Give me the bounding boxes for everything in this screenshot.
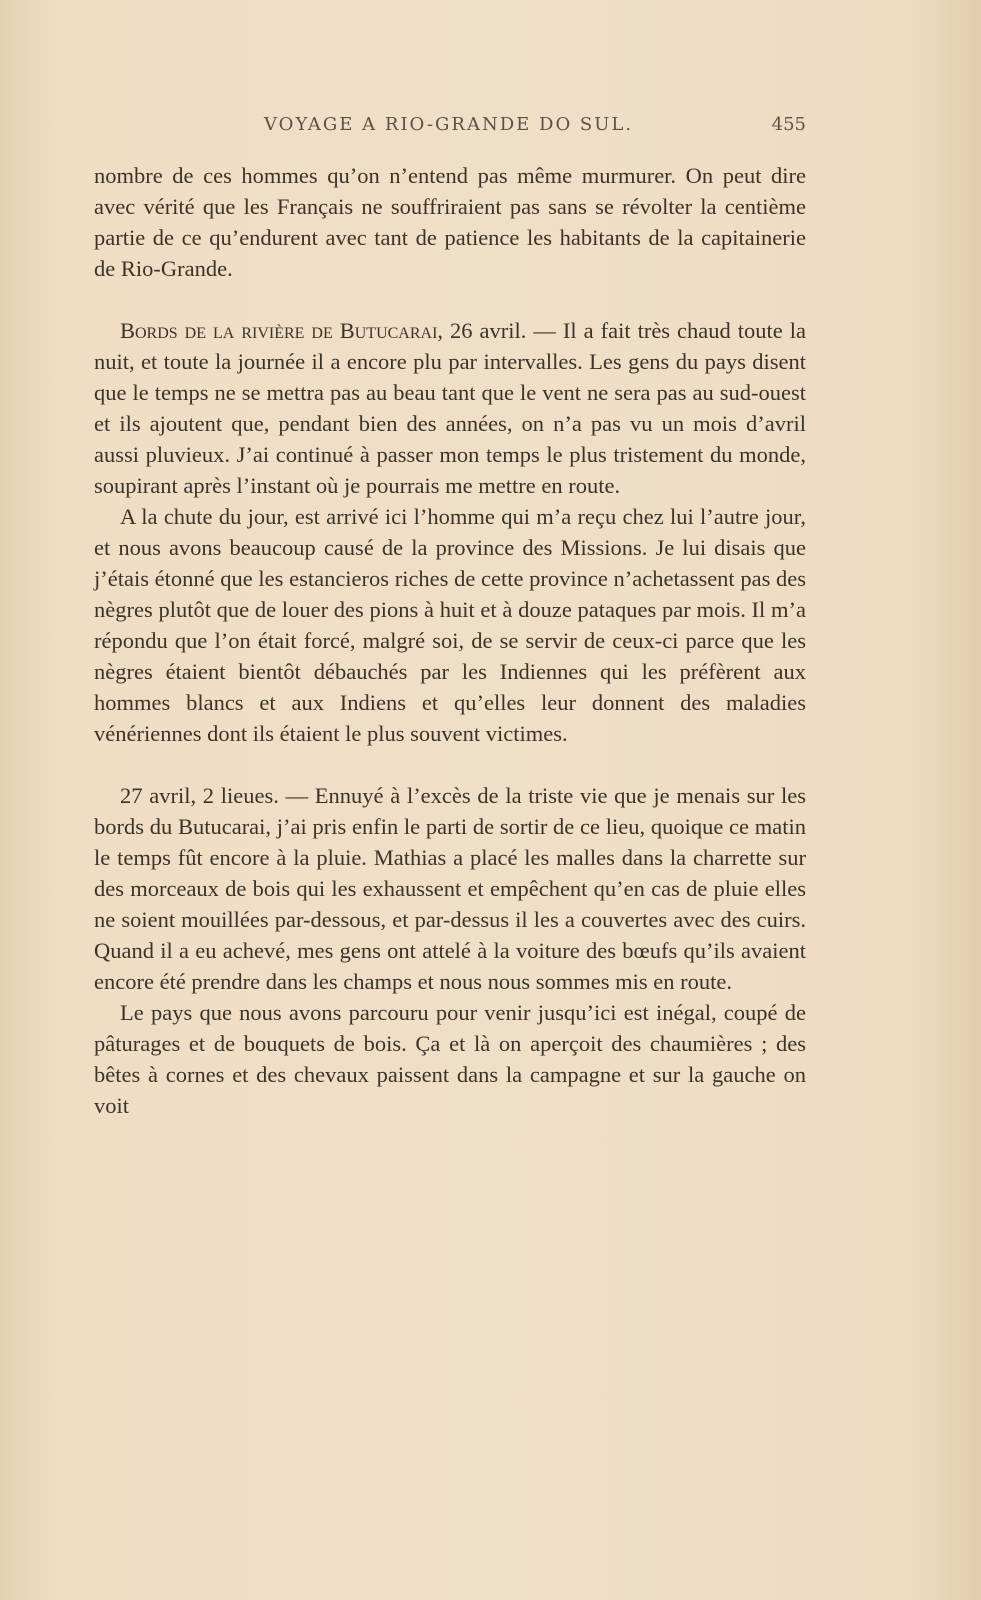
paragraph-continuation: nombre de ces hommes qu’on n’entend pas même murmurer. On peut dire avec vérité que les Français ne souffriraient pas sans se révolter la centième partie de ce qu’endurent avec tant de patience les habitants de la capitainerie de Rio-Grande. [94, 163, 806, 281]
body-text [94, 160, 806, 1121]
section-gap [94, 284, 806, 315]
entry-text: , 26 avril. — Il a fait très chaud toute la nuit, et toute la journée il a encore plu par intervalles. Les gens du pays disent que le temps ne se mettra pas au beau tant que le vent ne sera pas au sud-ouest et ils ajoutent que, pendant bien des années, on n’a pas vu un mois d’avril aussi pluvieux. J’ai continué à passer mon temps le plus tristement du monde, soupirant après l’instant où je pourrais me mettre en route. [94, 318, 806, 498]
paragraph-dated-entry: 27 avril, 2 lieues. — Ennuyé à l’excès de la triste vie que je menais sur les bords du Butucarai, j’ai pris enfin le parti de sortir de ce lieu, quoique ce matin le temps fût encore à la pluie. Mathias a placé les malles dans la charrette sur des morceaux de bois qui les exhaussent et empêchent qu’en cas de pluie elles ne soient mouillées par-dessous, et par-dessus il les a couvertes avec des cuirs. Quand il a eu achevé, mes gens ont attelé à la voiture des bœufs qu’ils avaient encore été prendre dans les champs et nous nous sommes mis en route. [94, 783, 806, 994]
paragraph: A la chute du jour, est arrivé ici l’homme qui m’a reçu chez lui l’autre jour, et nous avons beaucoup causé de la province des Missions. Je lui disais que j’étais étonné que les estancieros riches de cette province n’achetassent pas des nègres plutôt que de louer des pions à huit et à douze pataques par mois. Il m’a répondu que l’on était forcé, malgré soi, de se servir de ceux-ci parce que les nègres étaient bientôt débauchés par les Indiennes qui les préfèrent aux hommes blancs et aux Indiens et qu’elles leur donnent des maladies vénériennes dont ils étaient le plus souvent victimes. [94, 504, 806, 746]
running-title: VOYAGE A RIO-GRANDE DO SUL. [264, 114, 634, 135]
page-number: 455 [771, 114, 806, 135]
paragraph: Le pays que nous avons parcouru pour venir jusqu’ici est inégal, coupé de pâturages et de bouquets de bois. Ça et là on aperçoit des chaumières ; des bêtes à cornes et des chevaux paissent dans la campagne et sur la gauche on voit [94, 1000, 806, 1118]
entry-heading: Bords de la rivière de Butucarai [120, 318, 438, 343]
running-head [94, 114, 806, 140]
section-gap [94, 749, 806, 780]
paragraph-dated-entry [94, 315, 806, 501]
